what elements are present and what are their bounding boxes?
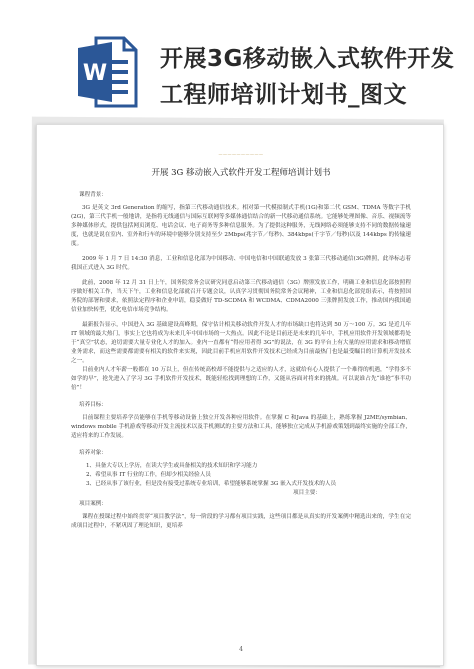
section-label-audience: 培养对象：	[79, 450, 107, 456]
paragraph: 2009 年 1 月 7 日 14:30 消息，工业和信息化部为中国移动、中国电信和中国联通发放 3 张第三代移动通信(3G)牌照，此举标志着我国正式进入 3G 时代。	[71, 256, 411, 271]
section-label-cases: 项目案例：	[79, 501, 107, 507]
page-title-line-1: 开展3G移动嵌入式软件开发	[160, 46, 455, 72]
paragraph: 目前业内人才年薪一般都在 10 万以上，但在传统高校却不能提供与之适应的人才，这就给有心人提供了一个难得的机遇，“学得多不如学的早”，抢先进入了学习 3G 手机软件开发技术，既能轻松找到理想的工作，又能从容面对将来的挑战。可以说谁占先“谁抢“事半功倍”！	[71, 367, 411, 391]
page-header-mark: ——————————	[218, 151, 264, 156]
list-item: 1、具备大专以上学历，在读大学生或具备相关的技术知识和学习能力	[86, 463, 258, 469]
section-label-target: 培养目标：	[79, 402, 107, 408]
section-label-project: 项目主要：	[293, 490, 321, 496]
document-body	[71, 189, 411, 531]
audience-list	[71, 462, 411, 489]
list-item: 3、已经从事了该行业，但是没有接受过系统专业培训，希望能够系统掌握 3G 嵌入式开发技术的人员	[86, 481, 337, 487]
page-number: 4	[239, 646, 243, 653]
page-title-line-2: 工程师培训计划书_图文	[160, 82, 407, 108]
section-label-background: 课程背景：	[79, 192, 107, 198]
paragraph: 最新报告显示，中国进入 3G 基础建设高峰期，保守估计相关移动软件开发人才的市场缺口也将达到 50 万～100 万。3G 是近几年 IT 领域的最大热门，事实上它也将成为未来几年中国市场的一大热点。因此不论是目前还是未来的几年中，手机应用软件开发领域都将处于“真空”状态，迫切需要大量专业化人才的加入。业内一直都有“得应用者得 3G”的说法，在 3G 的平台上有大量的应用需求和移动增值业务需求，而这些需要都需要有相关的软件来实现，因此目前手机应用软件开发技术已经成为目前最热门也是最受瞩目的计算机开发技术之一。	[71, 322, 411, 364]
paragraph: 此前，2008 年 12 月 31 日上午，国务院常务会议研究同意启动第三代移动通信（3G）牌照发放工作，明确工业和信息化部按照程序做好相关工作，当天下午，工业和信息化部就召开专题会议，认真学习贯彻国务院常务会议精神，工业和信息化部党组表示，将按照国务院的部署和要求，依照法定程序和企业申请，稳妥做好 TD-SCDMA 和 WCDMA、CDMA2000 三张牌照发放工作，推动国内我国通信业加快转型，优化电信市场竞争结构。	[71, 280, 411, 313]
document-page	[36, 124, 444, 666]
paragraph: 课程在授课过程中始终贯穿“项目教学法”，每一阶段的学习都有项目实践，这些项目都是从真实的开发案例中精选出来的，学生在完成项目过程中，不紧巩固了理论知识，更培养	[71, 514, 411, 529]
document-title: 开展 3G 移动嵌入式软件开发工程师培训计划书	[151, 168, 331, 178]
header	[0, 0, 474, 128]
word-document-icon	[76, 34, 138, 110]
page-footer	[71, 646, 411, 653]
list-item: 2、希望从事 IT 行业的工作，但却少相关经验人员	[86, 472, 211, 478]
svg-text:W: W	[82, 61, 108, 86]
paragraph: 目前课程主要培养学员能够在手机等移动设备上独立开发各种应用软件。在掌握 C 和Java 的基础上，熟练掌握 J2ME/symbian、windows mobile 手机游戏等移动开发主流技术以及手机测试的主要方法和工具，能够独立完成从手机游戏策划到最终实施的全部工作，适应将来的工作发展。	[71, 415, 411, 439]
paragraph: 3G 是英文 3rd Generation 的缩写，指第三代移动通信技术。相对第一代模拟制式手机(1G)和第二代 GSM、TDMA 等数字手机(2G)，第三代手机一般地讲，是指将无线通信与国际互联网等多媒体通信结合的新一代移动通信系统。它能够处理图像、音乐、视频流等多种媒体形式，提供包括网页浏览、电话会议、电子商务等多种信息服务。为了提供这种服务，无线网络必须能够支持不同的数据传输速度，也就是说在室内、室外和行车的环境中能够分别支持至少 2Mbps(兆字节／每秒)、384kbps(千字节／每秒)以及 144kbps 的传输速度。	[71, 205, 411, 247]
